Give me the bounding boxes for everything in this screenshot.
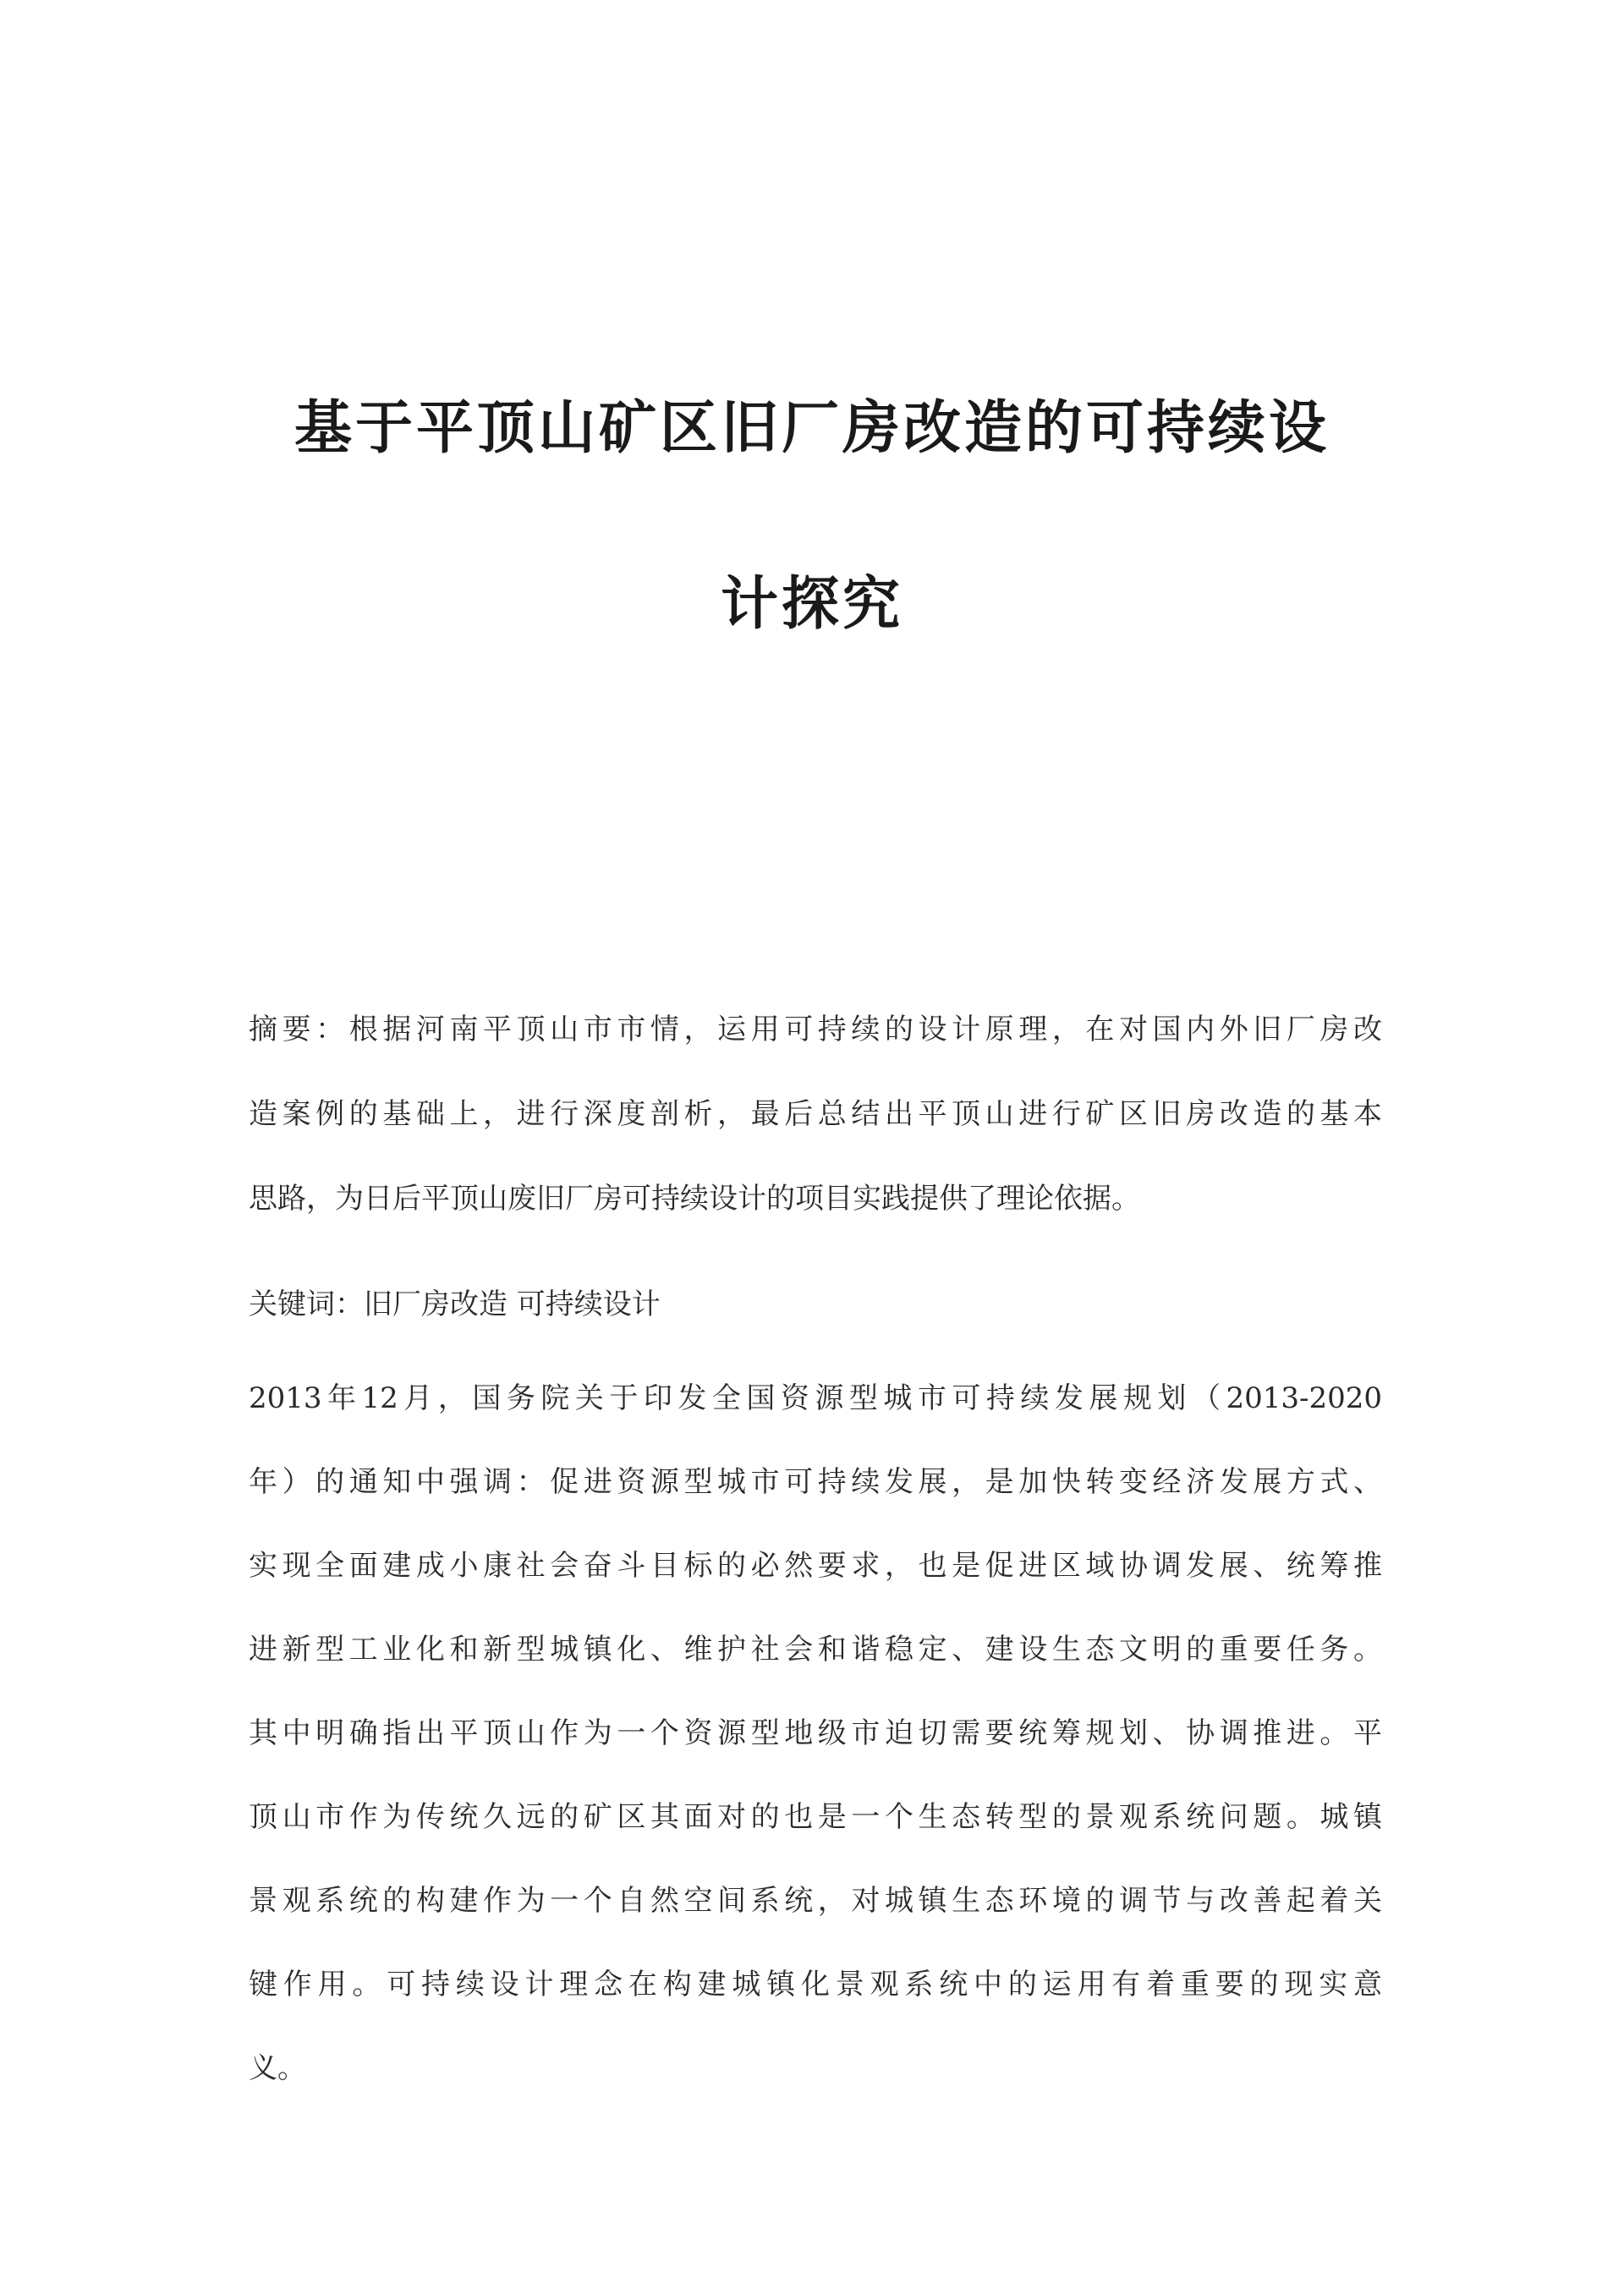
body-paragraph-line: 键作用。可持续设计理念在构建城镇化景观系统中的运用有着重要的现实意 (249, 1968, 1382, 2001)
body-paragraph-line: 年）的通知中强调：促进资源型城市可持续发展，是加快转变经济发展方式、 (249, 1465, 1382, 1499)
body-paragraph-line: 实现全面建成小康社会奋斗目标的必然要求，也是促进区域协调发展、统筹推 (249, 1549, 1382, 1583)
paper-title-line-1: 基于平顶山矿区旧厂房改造的可持续设 (294, 395, 1330, 462)
body-paragraph-line: 进新型工业化和新型城镇化、维护社会和谐稳定、建设生态文明的重要任务。 (249, 1633, 1382, 1666)
body-paragraph-line: 义。 (249, 2051, 306, 2085)
body-paragraph-line: 顶山市作为传统久远的矿区其面对的也是一个生态转型的景观系统问题。城镇 (249, 1800, 1382, 1834)
abstract-line: 造案例的基础上，进行深度剖析，最后总结出平顶山进行矿区旧房改造的基本 (249, 1097, 1382, 1131)
body-paragraph-line: 景观系统的构建作为一个自然空间系统，对城镇生态环境的调节与改善起着关 (249, 1884, 1382, 1918)
abstract-line: 思路，为日后平顶山废旧厂房可持续设计的项目实践提供了理论依据。 (249, 1182, 1140, 1216)
keywords-line: 关键词：旧厂房改造 可持续设计 (249, 1288, 661, 1321)
abstract-line: 摘要：根据河南平顶山市市情，运用可持续的设计原理，在对国内外旧厂房改 (249, 1013, 1382, 1046)
body-paragraph-line: 其中明确指出平顶山作为一个资源型地级市迫切需要统筹规划、协调推进。平 (249, 1716, 1382, 1750)
paper-title-line-2: 计探究 (720, 571, 903, 638)
body-paragraph-line: 2013年12月，国务院关于印发全国资源型城市可持续发展规划（2013-2020 (249, 1381, 1382, 1415)
